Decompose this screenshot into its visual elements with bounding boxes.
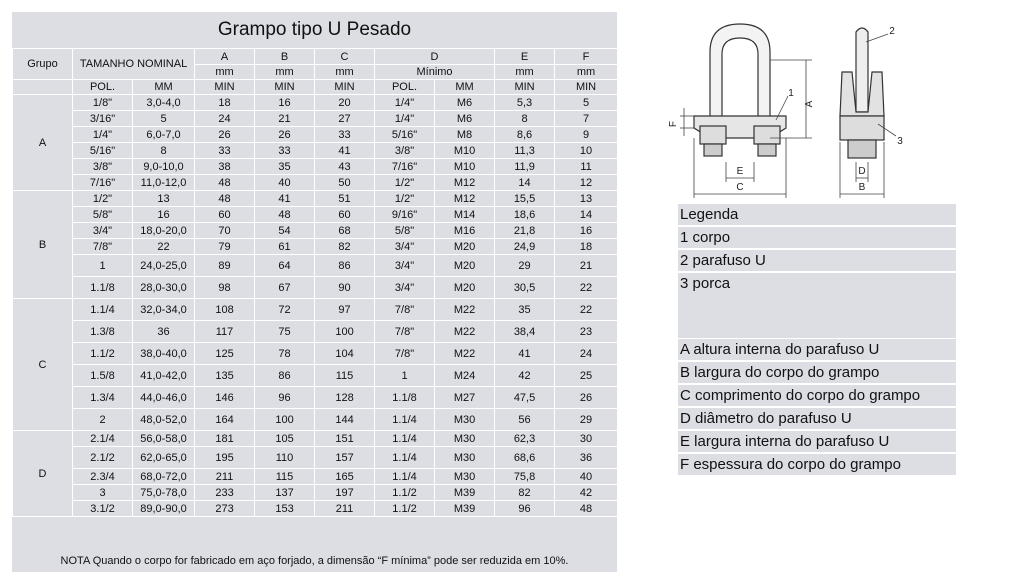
cell-e: 30,5 (495, 277, 555, 299)
cell-c: 211 (315, 501, 375, 517)
cell-e: 18,6 (495, 207, 555, 223)
cell-mm: 3,0-4,0 (133, 95, 195, 111)
cell-e: 47,5 (495, 387, 555, 409)
cell-d-mm: M12 (435, 191, 495, 207)
cell-d-pol: 3/4" (375, 239, 435, 255)
cell-a: 135 (195, 365, 255, 387)
cell-c: 97 (315, 299, 375, 321)
header-grupo: Grupo (13, 49, 73, 80)
cell-mm: 16 (133, 207, 195, 223)
table-row (13, 343, 618, 365)
cell-d-pol: 1.1/2 (375, 485, 435, 501)
cell-e: 21,8 (495, 223, 555, 239)
min-b: MIN (255, 80, 315, 95)
cell-d-mm: M30 (435, 469, 495, 485)
table-row (13, 255, 618, 277)
table-row (13, 299, 618, 321)
cell-b: 16 (255, 95, 315, 111)
cell-mm: 32,0-34,0 (133, 299, 195, 321)
legend-dim-f: F espessura do corpo do grampo (678, 454, 956, 476)
cell-d-pol: 5/8" (375, 223, 435, 239)
cell-d-pol: 7/8" (375, 321, 435, 343)
table-row (13, 409, 618, 431)
header-tamanho-nominal: TAMANHO NOMINAL (73, 49, 195, 80)
cell-e: 5,3 (495, 95, 555, 111)
cell-e: 35 (495, 299, 555, 321)
cell-mm: 44,0-46,0 (133, 387, 195, 409)
cell-d-mm: M10 (435, 159, 495, 175)
unit-a: mm (195, 65, 255, 80)
cell-b: 41 (255, 191, 315, 207)
legend-dim-a: A altura interna do parafuso U (678, 339, 956, 361)
cell-a: 48 (195, 175, 255, 191)
group-cell: C (13, 299, 73, 431)
cell-d-pol: 1.1/4 (375, 447, 435, 469)
cell-e: 8 (495, 111, 555, 127)
cell-mm: 56,0-58,0 (133, 431, 195, 447)
dim-label-f: F (668, 120, 679, 128)
dim-label-e: E (736, 166, 744, 177)
cell-e: 68,6 (495, 447, 555, 469)
cell-d-mm: M10 (435, 143, 495, 159)
spec-table-body (13, 49, 618, 517)
cell-b: 78 (255, 343, 315, 365)
header-b: B (255, 49, 315, 65)
cell-f: 11 (555, 159, 618, 175)
cell-f: 29 (555, 409, 618, 431)
table-row (13, 207, 618, 223)
cell-mm: 11,0-12,0 (133, 175, 195, 191)
cell-mm: 8 (133, 143, 195, 159)
cell-d-pol: 3/4" (375, 277, 435, 299)
cell-c: 82 (315, 239, 375, 255)
cell-d-pol: 1/2" (375, 191, 435, 207)
min-c: MIN (315, 80, 375, 95)
cell-f: 13 (555, 191, 618, 207)
header-mm: MM (133, 80, 195, 95)
cell-e: 56 (495, 409, 555, 431)
part-label-1: 1 (788, 88, 794, 99)
table-row (13, 127, 618, 143)
dim-label-c: C (736, 182, 744, 193)
cell-d-mm: M8 (435, 127, 495, 143)
cell-pol: 1.1/4 (73, 299, 133, 321)
cell-d-pol: 1.1/4 (375, 469, 435, 485)
header-row-1 (13, 49, 618, 65)
cell-e: 11,9 (495, 159, 555, 175)
cell-b: 33 (255, 143, 315, 159)
table-row (13, 387, 618, 409)
cell-c: 165 (315, 469, 375, 485)
cell-d-pol: 1/4" (375, 111, 435, 127)
cell-c: 115 (315, 365, 375, 387)
header-d-mm: MM (435, 80, 495, 95)
cell-mm: 5 (133, 111, 195, 127)
legend-part-3: 3 porca (678, 273, 956, 339)
header-f: F (555, 49, 618, 65)
cell-pol: 1/2" (73, 191, 133, 207)
cell-b: 72 (255, 299, 315, 321)
cell-f: 7 (555, 111, 618, 127)
cell-c: 104 (315, 343, 375, 365)
table-row (13, 111, 618, 127)
cell-f: 14 (555, 207, 618, 223)
cell-e: 29 (495, 255, 555, 277)
unit-c: mm (315, 65, 375, 80)
cell-d-pol: 1.1/4 (375, 409, 435, 431)
cell-d-mm: M16 (435, 223, 495, 239)
cell-a: 18 (195, 95, 255, 111)
spec-table (12, 48, 618, 517)
cell-pol: 5/8" (73, 207, 133, 223)
cell-f: 9 (555, 127, 618, 143)
cell-a: 164 (195, 409, 255, 431)
cell-f: 10 (555, 143, 618, 159)
cell-d-pol: 9/16" (375, 207, 435, 223)
cell-a: 89 (195, 255, 255, 277)
cell-a: 26 (195, 127, 255, 143)
cell-pol: 2 (73, 409, 133, 431)
cell-c: 128 (315, 387, 375, 409)
cell-b: 48 (255, 207, 315, 223)
cell-d-mm: M14 (435, 207, 495, 223)
cell-f: 21 (555, 255, 618, 277)
cell-c: 197 (315, 485, 375, 501)
cell-d-pol: 1.1/8 (375, 387, 435, 409)
group-cell: B (13, 191, 73, 299)
legend-dim-b: B largura do corpo do grampo (678, 362, 956, 384)
cell-c: 86 (315, 255, 375, 277)
cell-f: 26 (555, 387, 618, 409)
cell-b: 26 (255, 127, 315, 143)
cell-d-pol: 7/16" (375, 159, 435, 175)
legend-part-2: 2 parafuso U (678, 250, 956, 272)
cell-a: 125 (195, 343, 255, 365)
cell-c: 157 (315, 447, 375, 469)
cell-f: 48 (555, 501, 618, 517)
cell-mm: 22 (133, 239, 195, 255)
cell-a: 117 (195, 321, 255, 343)
part-label-3: 3 (897, 136, 903, 147)
cell-b: 35 (255, 159, 315, 175)
legend-dim-e: E largura interna do parafuso U (678, 431, 956, 453)
cell-pol: 2.1/2 (73, 447, 133, 469)
cell-a: 60 (195, 207, 255, 223)
cell-mm: 89,0-90,0 (133, 501, 195, 517)
part-label-2: 2 (889, 26, 895, 37)
cell-b: 75 (255, 321, 315, 343)
cell-pol: 1.1/8 (73, 277, 133, 299)
cell-f: 24 (555, 343, 618, 365)
cell-f: 5 (555, 95, 618, 111)
cell-a: 48 (195, 191, 255, 207)
cell-mm: 24,0-25,0 (133, 255, 195, 277)
dim-label-a: A (804, 100, 815, 108)
legend-part-1: 1 corpo (678, 227, 956, 249)
cell-c: 43 (315, 159, 375, 175)
header-c: C (315, 49, 375, 65)
header-row-3 (13, 80, 618, 95)
table-row (13, 447, 618, 469)
cell-e: 8,6 (495, 127, 555, 143)
legend-dim-d: D diâmetro do parafuso U (678, 408, 956, 430)
cell-a: 146 (195, 387, 255, 409)
cell-pol: 3/4" (73, 223, 133, 239)
cell-d-pol: 1 (375, 365, 435, 387)
cell-f: 12 (555, 175, 618, 191)
cell-pol: 1 (73, 255, 133, 277)
cell-c: 50 (315, 175, 375, 191)
cell-b: 153 (255, 501, 315, 517)
cell-d-pol: 1.1/4 (375, 431, 435, 447)
min-a: MIN (195, 80, 255, 95)
cell-mm: 41,0-42,0 (133, 365, 195, 387)
cell-d-mm: M30 (435, 447, 495, 469)
cell-b: 61 (255, 239, 315, 255)
cell-b: 115 (255, 469, 315, 485)
cell-pol: 1.3/4 (73, 387, 133, 409)
table-row (13, 277, 618, 299)
cell-mm: 9,0-10,0 (133, 159, 195, 175)
cell-d-pol: 7/8" (375, 343, 435, 365)
table-row (13, 431, 618, 447)
dim-label-b: B (858, 182, 866, 193)
u-clamp-diagram (660, 12, 916, 200)
cell-f: 30 (555, 431, 618, 447)
spec-table-panel (12, 12, 617, 572)
cell-c: 33 (315, 127, 375, 143)
table-note: NOTA Quando o corpo for fabricado em aço forjado, a dimensão “F mínima” pode ser reduzida em 10%. (60, 555, 569, 567)
cell-mm: 75,0-78,0 (133, 485, 195, 501)
cell-f: 22 (555, 299, 618, 321)
cell-pol: 3.1/2 (73, 501, 133, 517)
table-row (13, 223, 618, 239)
cell-d-mm: M20 (435, 239, 495, 255)
table-row (13, 95, 618, 111)
cell-d-mm: M22 (435, 321, 495, 343)
cell-a: 70 (195, 223, 255, 239)
cell-mm: 36 (133, 321, 195, 343)
cell-mm: 6,0-7,0 (133, 127, 195, 143)
cell-b: 110 (255, 447, 315, 469)
cell-c: 151 (315, 431, 375, 447)
cell-f: 18 (555, 239, 618, 255)
cell-d-pol: 5/16" (375, 127, 435, 143)
header-minimo: Mínimo (375, 65, 495, 80)
cell-a: 79 (195, 239, 255, 255)
table-row (13, 365, 618, 387)
cell-a: 273 (195, 501, 255, 517)
cell-pol: 1.3/8 (73, 321, 133, 343)
cell-d-pol: 3/4" (375, 255, 435, 277)
cell-f: 25 (555, 365, 618, 387)
dim-label-d: D (858, 166, 866, 177)
cell-a: 38 (195, 159, 255, 175)
cell-b: 67 (255, 277, 315, 299)
cell-e: 14 (495, 175, 555, 191)
cell-mm: 18,0-20,0 (133, 223, 195, 239)
cell-c: 41 (315, 143, 375, 159)
legend-panel (678, 204, 956, 474)
cell-f: 40 (555, 469, 618, 485)
cell-d-mm: M30 (435, 409, 495, 431)
cell-b: 54 (255, 223, 315, 239)
cell-e: 15,5 (495, 191, 555, 207)
cell-f: 23 (555, 321, 618, 343)
cell-b: 40 (255, 175, 315, 191)
cell-a: 233 (195, 485, 255, 501)
cell-e: 41 (495, 343, 555, 365)
cell-d-pol: 7/8" (375, 299, 435, 321)
unit-b: mm (255, 65, 315, 80)
cell-d-pol: 3/8" (375, 143, 435, 159)
cell-c: 68 (315, 223, 375, 239)
cell-e: 38,4 (495, 321, 555, 343)
cell-a: 24 (195, 111, 255, 127)
cell-a: 108 (195, 299, 255, 321)
cell-mm: 62,0-65,0 (133, 447, 195, 469)
cell-d-pol: 1/2" (375, 175, 435, 191)
table-row (13, 191, 618, 207)
table-row (13, 501, 618, 517)
cell-d-mm: M12 (435, 175, 495, 191)
header-pol: POL. (73, 80, 133, 95)
cell-d-mm: M22 (435, 299, 495, 321)
cell-mm: 28,0-30,0 (133, 277, 195, 299)
cell-f: 42 (555, 485, 618, 501)
cell-pol: 2.3/4 (73, 469, 133, 485)
cell-pol: 1/8" (73, 95, 133, 111)
table-row (13, 239, 618, 255)
cell-a: 98 (195, 277, 255, 299)
unit-e: mm (495, 65, 555, 80)
cell-a: 33 (195, 143, 255, 159)
cell-pol: 3 (73, 485, 133, 501)
cell-b: 105 (255, 431, 315, 447)
cell-d-mm: M24 (435, 365, 495, 387)
header-d-pol: POL. (375, 80, 435, 95)
cell-mm: 13 (133, 191, 195, 207)
table-row (13, 159, 618, 175)
cell-f: 36 (555, 447, 618, 469)
table-row (13, 485, 618, 501)
cell-d-mm: M20 (435, 255, 495, 277)
cell-d-mm: M39 (435, 485, 495, 501)
header-e: E (495, 49, 555, 65)
cell-d-pol: 1/4" (375, 95, 435, 111)
cell-a: 181 (195, 431, 255, 447)
cell-d-mm: M22 (435, 343, 495, 365)
cell-e: 11,3 (495, 143, 555, 159)
table-row (13, 469, 618, 485)
cell-pol: 3/16" (73, 111, 133, 127)
cell-pol: 1/4" (73, 127, 133, 143)
header-blank (13, 80, 73, 95)
table-row (13, 321, 618, 343)
cell-a: 211 (195, 469, 255, 485)
cell-e: 24,9 (495, 239, 555, 255)
cell-f: 22 (555, 277, 618, 299)
cell-b: 86 (255, 365, 315, 387)
cell-c: 90 (315, 277, 375, 299)
cell-c: 27 (315, 111, 375, 127)
min-e: MIN (495, 80, 555, 95)
cell-d-mm: M20 (435, 277, 495, 299)
cell-pol: 2.1/4 (73, 431, 133, 447)
cell-mm: 48,0-52,0 (133, 409, 195, 431)
min-f: MIN (555, 80, 618, 95)
cell-c: 100 (315, 321, 375, 343)
cell-mm: 38,0-40,0 (133, 343, 195, 365)
group-cell: D (13, 431, 73, 517)
legend-dim-c: C comprimento do corpo do grampo (678, 385, 956, 407)
group-cell: A (13, 95, 73, 191)
cell-e: 96 (495, 501, 555, 517)
cell-e: 75,8 (495, 469, 555, 485)
cell-d-mm: M6 (435, 111, 495, 127)
cell-d-mm: M27 (435, 387, 495, 409)
cell-c: 20 (315, 95, 375, 111)
cell-a: 195 (195, 447, 255, 469)
cell-pol: 7/8" (73, 239, 133, 255)
cell-b: 100 (255, 409, 315, 431)
cell-pol: 5/16" (73, 143, 133, 159)
cell-d-pol: 1.1/2 (375, 501, 435, 517)
unit-f: mm (555, 65, 618, 80)
legend-title: Legenda (678, 204, 956, 226)
cell-pol: 7/16" (73, 175, 133, 191)
table-row (13, 143, 618, 159)
cell-d-mm: M6 (435, 95, 495, 111)
cell-e: 42 (495, 365, 555, 387)
table-row (13, 175, 618, 191)
cell-pol: 1.1/2 (73, 343, 133, 365)
header-d: D (375, 49, 495, 65)
cell-e: 82 (495, 485, 555, 501)
cell-c: 144 (315, 409, 375, 431)
cell-b: 96 (255, 387, 315, 409)
cell-d-mm: M39 (435, 501, 495, 517)
cell-b: 64 (255, 255, 315, 277)
table-title: Grampo tipo U Pesado (12, 12, 617, 49)
cell-b: 21 (255, 111, 315, 127)
cell-pol: 3/8" (73, 159, 133, 175)
cell-f: 16 (555, 223, 618, 239)
cell-e: 62,3 (495, 431, 555, 447)
cell-d-mm: M30 (435, 431, 495, 447)
header-a: A (195, 49, 255, 65)
cell-b: 137 (255, 485, 315, 501)
cell-c: 60 (315, 207, 375, 223)
cell-mm: 68,0-72,0 (133, 469, 195, 485)
cell-pol: 1.5/8 (73, 365, 133, 387)
cell-c: 51 (315, 191, 375, 207)
